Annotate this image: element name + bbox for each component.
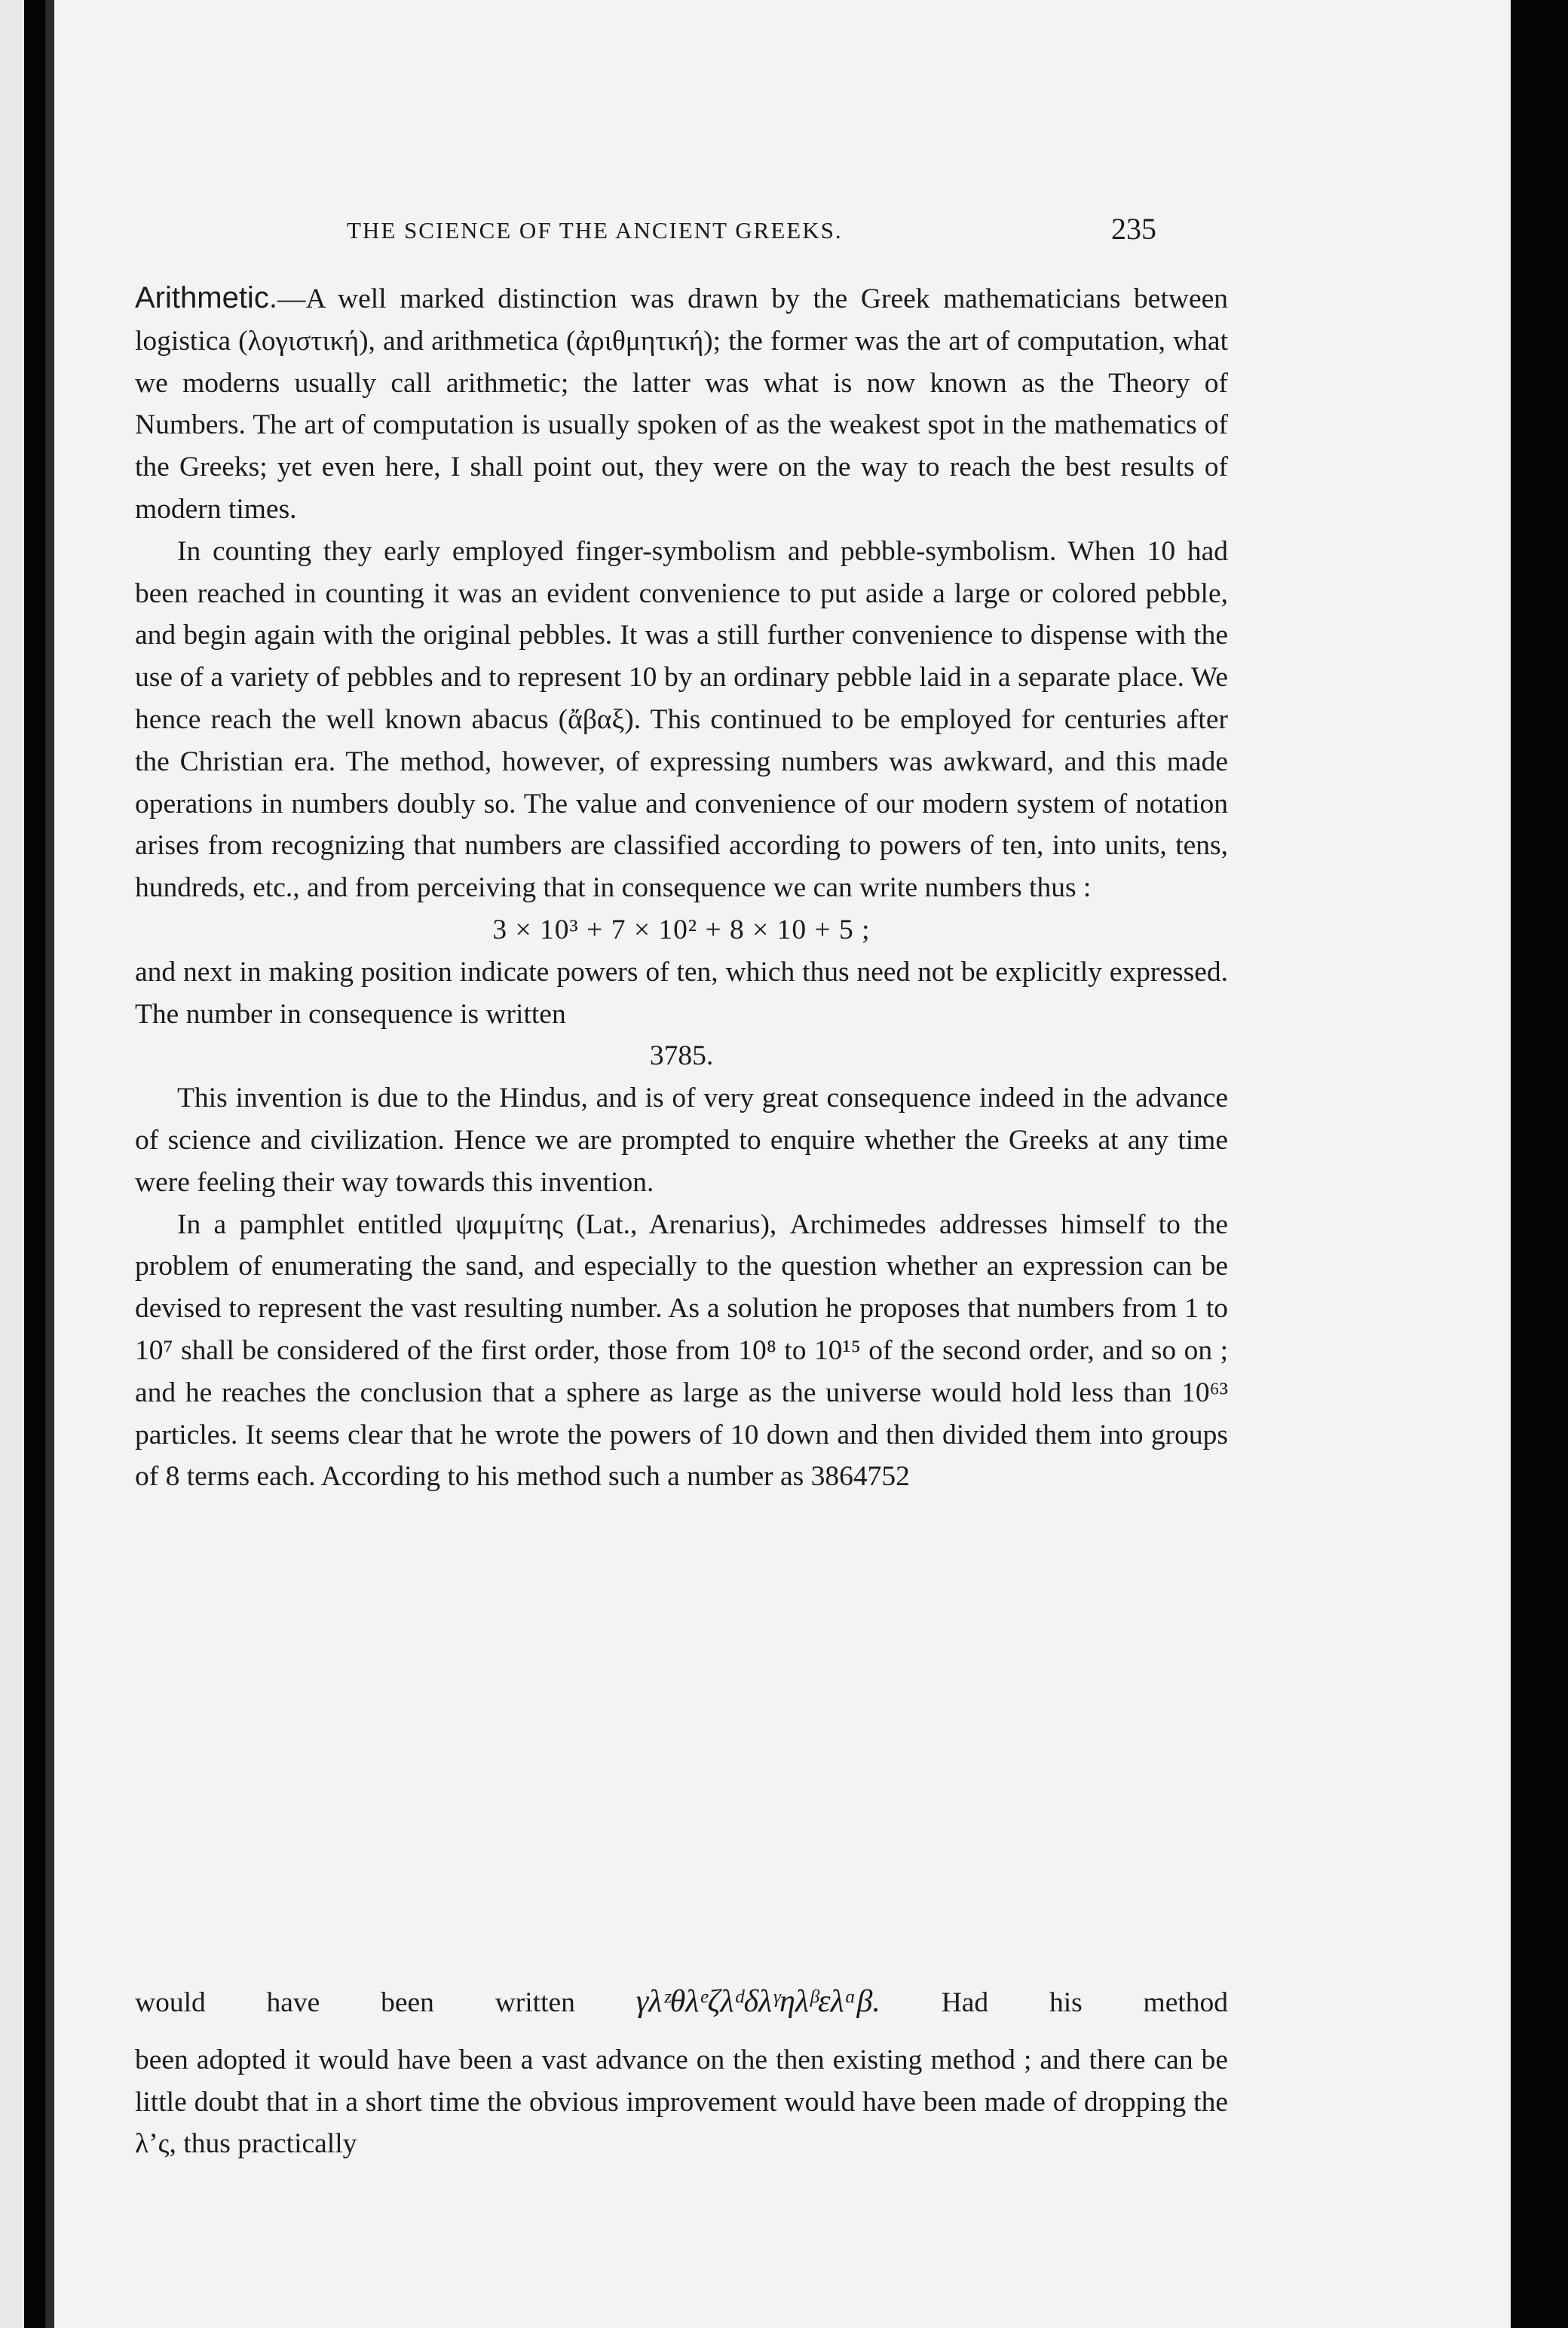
paragraph-counting: In counting they early employed finger-symbolism and pebble-symbolism. When 10 had been reached in counting it was an evident convenience to put aside a large or colored pebble, and begin again with the original pebbles. It was a still further convenience to dispense with the use of a variety of pebbles and to represent 10 by an ordinary pebble laid in a separate place. We hence reach the well known abacus (ἄβαξ). This continued to be employed for centuries after the Christian era. The method, however, of expressing numbers was awkward, and this made operations in numbers doubly so. The value and convenience of our modern system of notation arises from recognizing that numbers are classified according to powers of ten, into units, tens, hundreds, etc., and from perceiving that in consequence we can write numbers thus :: [135, 535, 1228, 904]
paragraph-continuation: been adopted it would have been a vast advance on the then existing method ; and there can be little doubt that in a short time the obvious improvement would have been made of dropping the λ’ς, thus practically: [135, 2044, 1228, 2160]
paragraph-hindus: This invention is due to the Hindus, and is of very great consequence indeed in the advance of science and civilization. Hence we are prompted to enquire whether the Greeks at any time were feeling their way towards this invention.: [135, 1083, 1228, 1198]
book-page: [54, 0, 1511, 2328]
paragraph-position: and next in making position indicate powers of ten, which thus need not be explicitly expressed. The number in consequence is written: [135, 956, 1228, 1030]
paragraph-1-text: —A well marked distinction was drawn by the Greek mathematicians between logistica (λογιστική), and arithmetica (ἀριθμητική); the former was the art of computation, what we moderns usually call arithmetic; the latter was what is now known as the Theory of Numbers. The art of computation is usually spoken of as the weakest spot in the mathematics of the Greeks; yet even here, I shall point out, they were on the way to reach the best results of modern times.: [135, 283, 1228, 525]
page-number: 235: [1111, 212, 1156, 246]
equation: 3 × 10³ + 7 × 10² + 8 × 10 + 5 ;: [492, 914, 871, 945]
line-start: would have been written: [135, 1987, 575, 2018]
greek-number-line: [135, 1981, 1228, 2024]
paragraph-archimedes: In a pamphlet entitled ψαμμίτης (Lat., Arenarius), Archimedes addresses himself to the problem of enumerating the sand, and especially to the question whether an expression can be devised to represent the vast resulting number. As a solution he proposes that numbers from 1 to 10⁷ shall be considered of the first order, those from 10⁸ to 10¹⁵ of the second order, and so on ; and he reaches the conclusion that a sphere as large as the universe would hold less than 10⁶³ particles. It seems clear that he wrote the powers of 10 down and then divided them into groups of 8 terms each. According to his method such a number as 3864752: [135, 1208, 1228, 1493]
adjacent-page-edge: [0, 0, 24, 2328]
number-3785: 3785.: [649, 1040, 714, 1072]
running-header: THE SCIENCE OF THE ANCIENT GREEKS.: [347, 217, 843, 244]
section-lead-word: Arithmetic.: [135, 281, 277, 314]
line-end: Had his method: [941, 1987, 1229, 2018]
main-text-continued: [135, 1981, 1228, 2165]
paragraph-arithmetic: [135, 277, 1228, 531]
main-text: [135, 277, 1228, 1498]
greek-number: γλᶻθλᵉζλᵈδλᵞηλᵝελᵅβ.: [635, 1984, 880, 2019]
